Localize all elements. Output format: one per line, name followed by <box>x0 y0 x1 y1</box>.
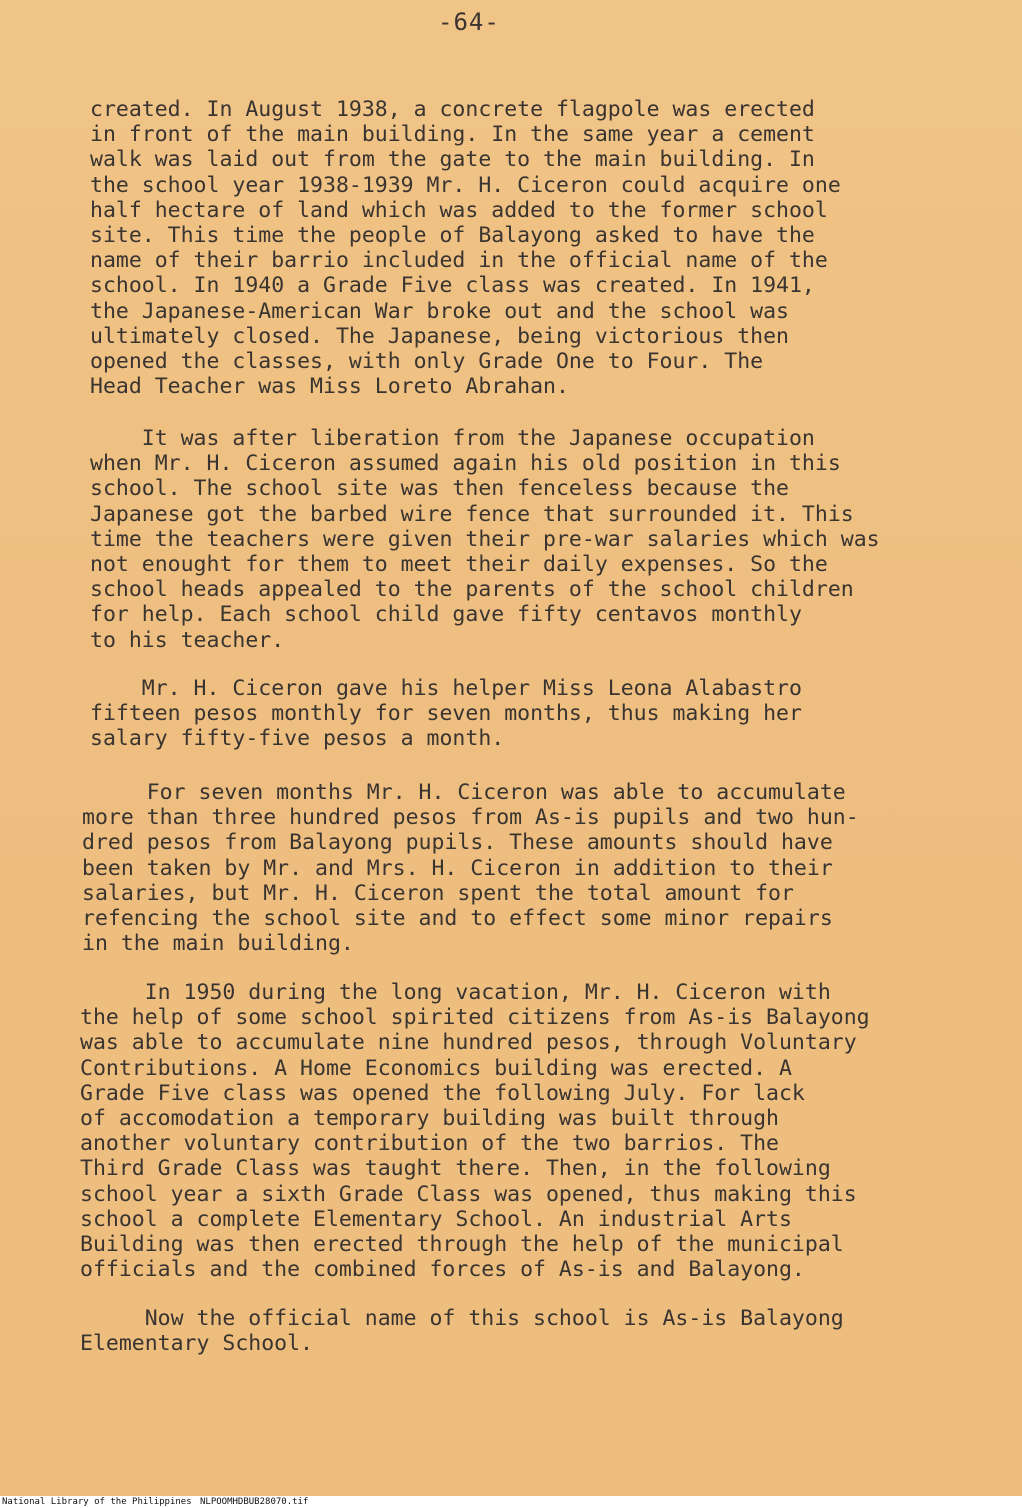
text-line: dred pesos from Balayong pupils. These amounts should have <box>82 830 833 856</box>
text-line: the Japanese-American War broke out and the school was <box>90 298 789 324</box>
text-line: created. In August 1938, a concrete flagpole was erected <box>90 97 815 122</box>
text-line: Building was then erected through the help of the municipal <box>80 1232 844 1258</box>
text-line: Mr. H. Ciceron gave his helper Miss Leona Alabastro <box>90 676 802 701</box>
text-line: another voluntary contribution of the two barrios. The <box>80 1131 779 1157</box>
text-line: was able to accumulate nine hundred pesos, through Voluntary <box>80 1030 857 1056</box>
text-line: Japanese got the barbed wire fence that surrounded it. This <box>90 501 854 527</box>
text-line: school heads appealed to the parents of the school children <box>90 577 854 603</box>
paragraph-4 <box>82 780 859 956</box>
text-line: opened the classes, with only Grade One to Four. The <box>90 349 764 375</box>
text-line: It was after liberation from the Japanese occupation <box>90 426 815 451</box>
text-line: school. In 1940 a Grade Five class was created. In 1941, <box>90 273 815 299</box>
text-line: when Mr. H. Ciceron assumed again his old position in this <box>90 451 841 477</box>
text-line: to his teacher. <box>90 627 285 653</box>
text-line: Contributions. A Home Economics building was erected. A <box>80 1055 792 1081</box>
text-line: name of their barrio included in the official name of the <box>90 248 828 274</box>
paragraph-3 <box>90 676 802 752</box>
paragraph-2 <box>90 426 880 653</box>
footer-filename: NLPOOMHDBUB28070.tif <box>200 1497 309 1507</box>
text-line: school. The school site was then fenceless because the <box>90 476 789 502</box>
text-line: For seven months Mr. H. Ciceron was able to accumulate <box>82 780 846 805</box>
footer-source: National Library of the Philippines <box>2 1497 192 1507</box>
text-line: school year a sixth Grade Class was opened, thus making this <box>80 1181 857 1207</box>
text-line: refencing the school site and to effect some minor repairs <box>82 906 833 932</box>
text-line: for help. Each school child gave fifty centavos monthly <box>90 602 802 628</box>
text-line: salaries, but Mr. H. Ciceron spent the total amount for <box>82 880 794 906</box>
text-line: Third Grade Class was taught there. Then, in the following <box>80 1156 831 1182</box>
text-line: time the teachers were given their pre-war salaries which was <box>90 526 880 552</box>
text-line: salary fifty-five pesos a month. <box>90 726 505 752</box>
text-line: in front of the main building. In the same year a cement <box>90 122 815 148</box>
text-line: site. This time the people of Balayong asked to have the <box>90 223 815 249</box>
text-line: in the main building. <box>82 931 354 957</box>
text-line: officials and the combined forces of As-is and Balayong. <box>80 1257 805 1283</box>
text-line: fifteen pesos monthly for seven months, thus making her <box>90 701 802 727</box>
text-line: the school year 1938-1939 Mr. H. Ciceron could acquire one <box>90 172 841 198</box>
text-line: Now the official name of this school is As-is Balayong <box>80 1306 844 1331</box>
text-line: walk was laid out from the gate to the main building. In <box>90 147 815 173</box>
page-number: -64- <box>438 8 500 36</box>
text-line: more than three hundred pesos from As-is pupils and two hun- <box>82 805 859 831</box>
text-line: the help of some school spirited citizens from As-is Balayong <box>80 1005 870 1031</box>
paragraph-6 <box>80 1306 844 1356</box>
text-line: In 1950 during the long vacation, Mr. H. Ciceron with <box>80 980 831 1005</box>
text-line: Head Teacher was Miss Loreto Abrahan. <box>90 374 569 400</box>
text-line: half hectare of land which was added to the former school <box>90 197 828 223</box>
text-line: ultimately closed. The Japanese, being victorious then <box>90 323 789 349</box>
text-line: not enought for them to meet their daily expenses. So the <box>90 552 828 578</box>
scan-footer <box>0 1496 1022 1508</box>
text-line: school a complete Elementary School. An industrial Arts <box>80 1206 792 1232</box>
text-line: been taken by Mr. and Mrs. H. Ciceron in addition to their <box>82 855 833 881</box>
text-line: of accomodation a temporary building was built through <box>80 1106 779 1132</box>
text-line: Elementary School. <box>80 1331 313 1357</box>
paragraph-1 <box>90 97 841 399</box>
text-line: Grade Five class was opened the following July. For lack <box>80 1080 805 1106</box>
paragraph-5 <box>80 980 870 1282</box>
